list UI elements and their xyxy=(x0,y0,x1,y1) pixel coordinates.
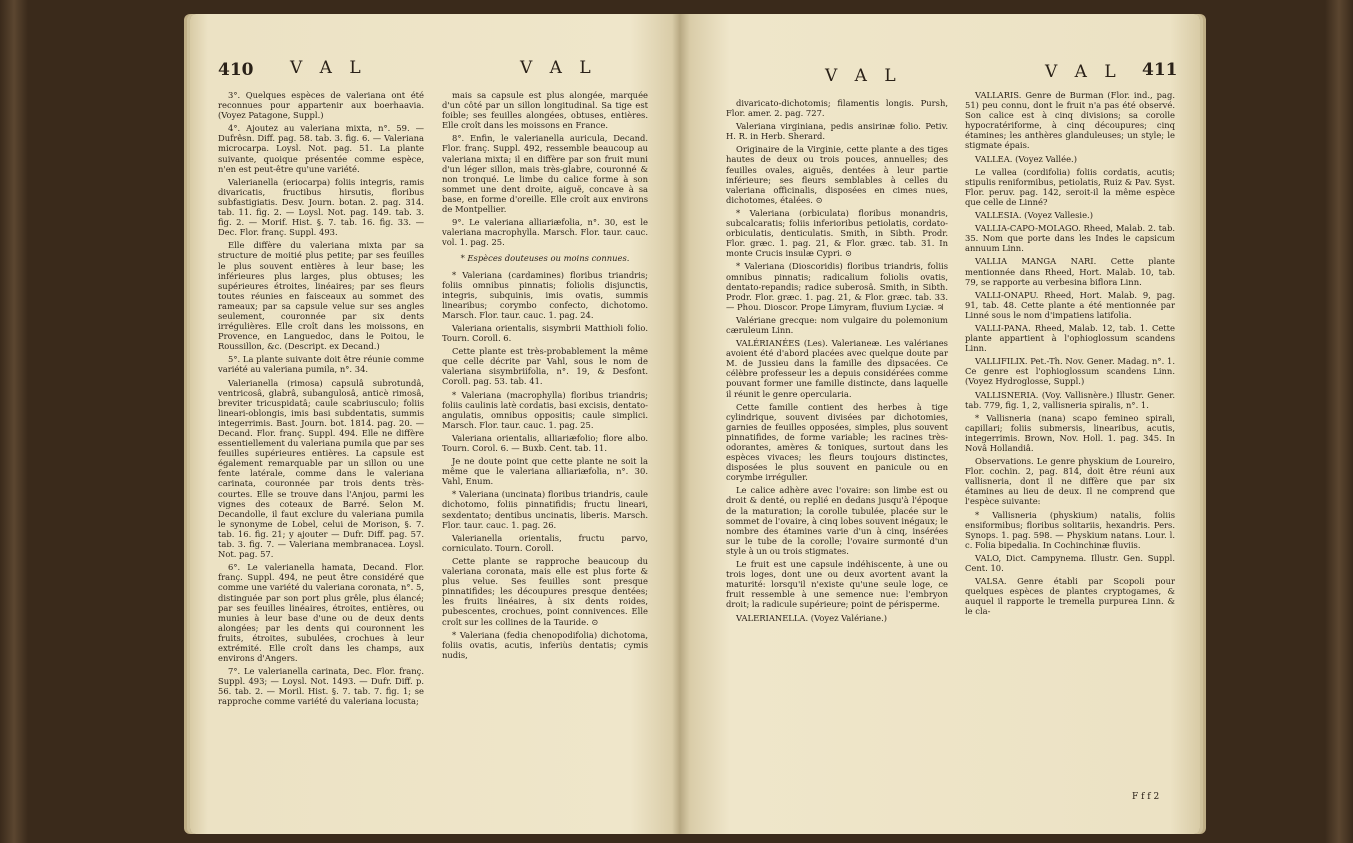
paragraph: VALLIA-CAPO-MOLAGO. Rheed, Malab. 2. tab. 35. Nom que porte dans les Indes le capsicum annuum Linn. xyxy=(965,223,1175,254)
paragraph: divaricato-dichotomis; filamentis longis. Pursh, Flor. amer. 2. pag. 727. xyxy=(726,98,948,119)
paragraph: VALLIFILIX. Pet.-Th. Nov. Gener. Madag. n°. 1. Ce genre est l'ophioglossum scandens Linn. (Voyez Hydroglosse, Suppl.) xyxy=(965,356,1175,387)
left-page xyxy=(190,14,680,834)
paragraph: Valerianella (rimosa) capsulâ subrotundâ, ventricosâ, glabrâ, subangulosâ, anticè rimosâ, breviter tricuspidatâ; caule scabriusculo; foliis lineari-oblongis, imis basi subdentatis, summis integerrimis. Bast. Journ. bot. 1814. pag. 20. — Decand. Flor. franç. Suppl. 494. Elle ne diffère essentiellement du valeriana pumila que par ses feuilles supérieures entières. La capsule est également remarquable par un sillon ou une fente latérale, comme dans le valeriana carinata, couronnée par trois dents très-courtes. Elle se trouve dans l'Anjou, parmi les vignes des coteaux de Barré. Selon M. Decandolle, il faut exclure du valeriana pumila le synonyme de Lobel, celui de Morison, §. 7. tab. 16. fig. 21; y ajouter — Dufr. Diff. pag. 57. tab. 3. fig. 7. — Valeriana membranacea. Loysl. Not. pag. 57. xyxy=(218,377,424,560)
paragraph: Cette famille contient des herbes à tige cylindrique, souvent divisées par dichotomies, garnies de feuilles opposées, simples, plus souvent pinnatifides, de forme variable; les racines très-odorantes, amères & toniques, surtout dans les espèces vivaces; les fleurs toujours distinctes, disposées le plus souvent en panicule ou en corymbe irrégulier. xyxy=(726,401,948,483)
paragraph: 9°. Le valeriana alliariæfolia, n°. 30, est le valeriana macrophylla. Marsch. Flor. taur. cauc. vol. 1. pag. 25. xyxy=(442,217,648,248)
paragraph: Observations. Le genre physkium de Loureiro, Flor. cochin. 2, pag. 814, doit être réuni aux vallisneria, dont il ne diffère que par six étamines au lieu de deux. Il ne comprend que l'espèce suivante: xyxy=(965,456,1175,507)
paragraph: VALLISNERIA. (Voy. Vallisnère.) Illustr. Gener. tab. 779, fig. 1, 2, vallisneria spiralis, n°. 1. xyxy=(965,389,1175,410)
paragraph: * Valeriana (Dioscoridis) floribus triandris, foliis omnibus pinnatis; radicalium foliolis ovatis, dentato-repandis; radice suberosâ. Smith, in Sibth. Prodr. Flor. græc. 1. pag. 21, & Flor. græc. tab. 33. — Phou. Dioscor. Prope Limyram, fluvium Lyciæ. ♃ xyxy=(726,261,948,312)
paragraph: Le vallea (cordifolia) foliis cordatis, acutis; stipulis reniformibus, petiolatis, Ruiz & Pav. Syst. Flor. peruv. pag. 142, seroit-il la même espèce que celle de Linné? xyxy=(965,166,1176,207)
paragraph: Valerianella (eriocarpa) foliis integris, ramis divaricatis, fructibus hirsutis, floribus subfastigiatis. Desv. Journ. botan. 2. pag. 314. tab. 11. fig. 2. — Loysl. Not. pag. 149. tab. 3. fig. 2. — Morif. Hist. §. 7. tab. 16. fig. 33. — Dec. Flor. franç. Suppl. 493. xyxy=(218,176,424,238)
page-number-right: 411 xyxy=(1142,60,1178,80)
paragraph: Cette plante est très-probablement la même que celle décrite par Vahl, sous le nom de valeriana sisymbriifolia, n°. 19, & Desfont. Coroll. pag. 53. tab. 41. xyxy=(442,346,648,387)
paragraph: 4°. Ajoutez au valeriana mixta, n°. 59. — Dufrêsn. Diff. pag. 58. tab. 3. fig. 6. — Valeriana microcarpa. Loysl. Not. pag. 51. La plante suivante, quoique présentée comme espèce, n'en est peut-être qu'une variété. xyxy=(218,123,424,174)
paragraph: * Vallisneria (physkium) natalis, foliis ensiformibus; floribus solitariis, hexandris. Pers. Synops. 1. pag. 598. — Physkium natans. Lour. l. c. Folia bipedalia. In Cochinchinæ fluviis. xyxy=(965,509,1175,550)
paragraph: * Valeriana (fedia chenopodifolia) dichotoma, foliis ovatis, acutis, inferiùs dentatis; cymis nudis, xyxy=(442,629,648,660)
paragraph: * Valeriana (uncinata) floribus triandris, caule dichotomo, foliis pinnatifidis; fructu lineari, sexdentato; dentibus uncinatis, liberis. Marsch. Flor. taur. cauc. 1. pag. 26. xyxy=(442,489,648,530)
paragraph: Valériane grecque: nom vulgaire du polemonium cæruleum Linn. xyxy=(726,314,948,335)
paragraph: Valeriana orientalis, sisymbrii Matthioli folio. Tourn. Coroll. 6. xyxy=(442,322,648,344)
paragraph: VALSA. Genre établi par Scopoli pour quelques espèces de plantes cryptogames, & auquel il rapporte le tremella purpurea Linn. & le cla- xyxy=(965,576,1175,617)
paragraph: * Valeriana (cardamines) floribus triandris; foliis omnibus pinnatis; foliolis disjunctis, integris, subquinis, imis ovatis, summis linearibus; corymbo confecto, dichotomo. Marsch. Flor. taur. cauc. 1. pag. 24. xyxy=(442,269,648,320)
paragraph: VALLEA. (Voyez Vallée.) xyxy=(975,153,1077,164)
paragraph: Valerianella orientalis, fructu parvo, corniculato. Tourn. Coroll. xyxy=(442,532,648,553)
paragraph: * Vallisneria (nana) scapo femineo spirali, capillari; foliis submersis, linearibus, acutis, integerrimis. Brown, Nov. Holl. 1. pag. 345. In Novâ Hollandiâ. xyxy=(965,412,1175,453)
paragraph: Valeriana orientalis, alliariæfolio; flore albo. Tourn. Corol. 6. — Buxb. Cent. tab. 11. xyxy=(442,432,648,453)
right-column-2 xyxy=(965,90,1175,620)
paragraph: * Espèces douteuses ou moins connues. xyxy=(460,253,630,264)
right-column-1 xyxy=(726,98,948,626)
paragraph: VALLI-PANA. Rheed, Malab. 12, tab. 1. Cette plante appartient à l'ophioglossum scandens Linn. xyxy=(965,322,1175,354)
running-head-right: V A L xyxy=(520,58,597,78)
paragraph: VALLARIS. Genre de Burman (Flor. ind., pag. 51) peu connu, dont le fruit n'a pas été observé. Son calice est à cinq divisions; sa corolle hypocratériforme, à cinq découpures; cinq étamines; les anthères glanduleuses; un style; le stigmate épais. xyxy=(965,90,1175,151)
paragraph: Le fruit est une capsule indéhiscente, à une ou trois loges, dont une ou deux avortent avant la maturité: lorsqu'il n'existe qu'une seule loge, ce fruit ressemble à une semence nue: l'embryon droit; la radicule supérieure; point de périsperme. xyxy=(726,559,948,610)
paragraph: VALLI-ONAPU. Rheed, Hort. Malab. 9, pag. 91, tab. 48. Cette plante a été mentionnée par Linné sous le nom d'impatiens latifolia. xyxy=(965,289,1175,320)
paragraph: VALO, Dict. Campynema. Illustr. Gen. Suppl. Cent. 10. xyxy=(965,552,1175,574)
running-head-left: V A L xyxy=(825,66,902,86)
paragraph: Le calice adhère avec l'ovaire: son limbe est ou droit & denté, ou replié en dedans jusqu'à l'époque de la maturation; la corolle tubulée, placée sur le sommet de l'ovaire, à cinq lobes souvent inégaux; le nombre des étamines varie d'un à cinq, insérées sur le tube de la corolle; l'ovaire surmonté d'un style à un ou trois stigmates. xyxy=(726,485,948,556)
right-page xyxy=(680,14,1200,834)
paragraph: 5°. La plante suivante doit être réunie comme variété au valeriana pumila, n°. 34. xyxy=(218,354,424,375)
page-number-left: 410 xyxy=(218,60,254,80)
paragraph: Elle diffère du valeriana mixta par sa structure de moitié plus petite; par ses feuilles le plus souvent entières à leur base; les inférieures plus larges, plus obtuses; les supérieures étroites, linéaires; par ses fleurs toutes réunies en faisceaux au sommet des rameaux; par sa capsule velue sur ses angles seulement, couronnée par six dents irrégulières. Elle croît dans les moissons, en Provence, en Languedoc, dans le Poitou, le Roussillon, &c. (Descript. ex Decand.) xyxy=(218,240,424,352)
paragraph: Je ne doute point que cette plante ne soit la même que le valeriana alliariæfolia, n°. 30. Vahl, Enum. xyxy=(442,456,648,487)
running-head-right: V A L xyxy=(1045,62,1122,82)
paragraph: Originaire de la Virginie, cette plante a des tiges hautes de deux ou trois pouces, annuelles; des feuilles ovales, aiguës, dentées à leur partie inférieure; ses fleurs semblables à celles du valeriana officinalis, disposées en cimes nues, dichotomes, étalées. ⊙ xyxy=(726,144,948,205)
paragraph: VALLESIA. (Voyez Vallesie.) xyxy=(975,210,1093,221)
paragraph: Cette plante se rapproche beaucoup du valeriana coronata, mais elle est plus forte & plus velue. Ses feuilles sont presque pinnatifides; les découpures presque dentées; les fruits linéaires, à six dents roides, pubescentes, crochues, point connivences. Elle croît sur les collines de la Tauride. ⊙ xyxy=(442,555,648,627)
paragraph: mais sa capsule est plus alongée, marquée d'un côté par un sillon longitudinal. Sa tige est foible; ses feuilles alongées, obtuses, entières. Elle croît dans les moissons en France. xyxy=(442,90,648,131)
paragraph: 3°. Quelques espèces de valeriana ont été reconnues pour appartenir aux boerhaavia. (Voyez Patagone, Suppl.) xyxy=(218,90,424,121)
paragraph: 6°. Le valerianella hamata, Decand. Flor. franç. Suppl. 494, ne peut être considéré que comme une variété du valeriana coronata, n°. 5, distinguée par son port plus grêle, plus élancé; par ses feuilles linéaires, étroites, entières, ou munies à leur base d'une ou de deux dents alongées; par les dents qui couronnent les fruits, étroites, subulées, crochues à leur extrémité. Elle croît dans les champs, aux environs d'Angers. xyxy=(218,562,424,664)
running-head-left: V A L xyxy=(290,58,367,78)
paragraph: * Valeriana (macrophylla) floribus triandris; foliis caulinis latè cordatis, basi excisis, dentato-angulatis, omnibus oppositis; caule simplici. Marsch. Flor. taur. cauc. 1. pag. 25. xyxy=(442,389,648,430)
paragraph: VALLIA MANGA NARI. Cette plante mentionnée dans Rheed, Hort. Malab. 10, tab. 79, se rapporte au verbesina biflora Linn. xyxy=(965,256,1175,287)
paragraph: 8°. Enfin, le valerianella auricula, Decand. Flor. franç. Suppl. 492, ressemble beaucoup au valeriana mixta; il en diffère par son fruit muni d'un léger sillon, mais très-glabre, couronné & non tronqué. Le limbe du calice forme à son sommet une dent droite, aiguë, concave à sa base, en forme d'oreille. Elle croît aux environs de Montpellier. xyxy=(442,133,648,215)
paragraph: VALÉRIANÉES (Les). Valerianeæ. Les valérianes avoient été d'abord placées avec quelque doute par M. de Jussieu dans la famille des dipsacées. Ce célèbre professeur les a depuis considérées comme pouvant former une famille distincte, dans laquelle il réunit le genre opercularia. xyxy=(726,338,948,399)
signature-mark: F f f 2 xyxy=(1132,792,1160,802)
left-column-2 xyxy=(442,90,648,663)
left-column-1 xyxy=(218,90,424,710)
paragraph: VALERIANELLA. (Voyez Valériane.) xyxy=(736,612,888,623)
paragraph: * Valeriana (orbiculata) floribus monandris, subcalcaratis; foliis inferioribus petiolatis, cordato-orbiculatis, denticulatis. Smith, in Sibth. Prodr. Flor. græc. 1. pag. 21, & Flor. græc. tab. 31. In monte Crucis insulæ Cypri. ⊙ xyxy=(726,207,948,259)
paragraph: 7°. Le valerianella carinata, Dec. Flor. franç. Suppl. 493; — Loysl. Not. 1493. — Dufr. Diff. p. 56. tab. 2. — Moril. Hist. §. 7. tab. 7. fig. 1; se rapproche comme variété du valeriana locusta; xyxy=(218,666,424,707)
paragraph: Valeriana virginiana, pedis ansirinæ folio. Petiv. H. R. in Herb. Sherard. xyxy=(726,121,948,142)
